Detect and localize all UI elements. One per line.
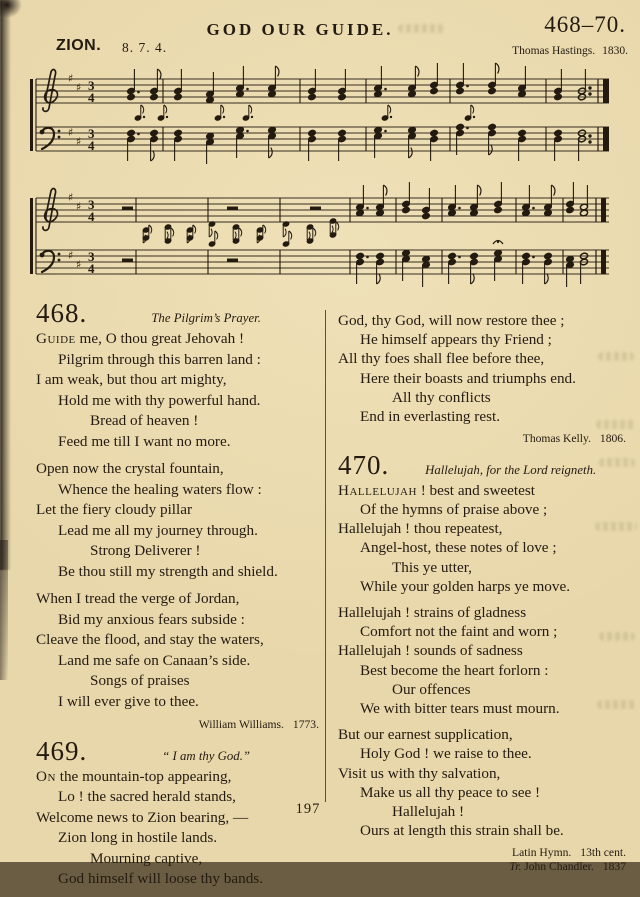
attribution-name: Thomas Kelly. bbox=[522, 432, 591, 446]
tune-name: ZION. bbox=[56, 37, 102, 54]
page-number: 197 bbox=[295, 801, 321, 817]
svg-text:4: 4 bbox=[88, 90, 95, 105]
attribution bbox=[36, 718, 325, 732]
hymn-caption: “ I am thy God.” bbox=[162, 748, 251, 763]
hymn-caption: Hallelujah, for the Lord reigneth. bbox=[425, 462, 597, 477]
hymn-heading bbox=[338, 449, 632, 480]
verse-line: Lo ! the sacred herald stands, bbox=[58, 788, 236, 805]
attribution-name: John Chandler. bbox=[524, 859, 594, 873]
verse-line: God himself will loose thy bands. bbox=[58, 870, 264, 887]
svg-text:♯: ♯ bbox=[76, 200, 82, 213]
svg-text:3: 3 bbox=[88, 78, 95, 93]
stanza bbox=[338, 311, 632, 426]
verse-line: God, thy God, will now restore thee ; bbox=[338, 312, 565, 329]
verse-line: Be thou still my strength and shield. bbox=[58, 562, 278, 580]
hymn-number: 470. bbox=[338, 449, 390, 480]
hymn-range: 468–70. bbox=[544, 12, 626, 37]
verse-line: Angel-host, these notes of love ; bbox=[360, 539, 557, 557]
verse-line: Hallelujah ! bbox=[392, 802, 465, 820]
attribution-year: 1773. bbox=[292, 718, 319, 731]
verse-line: End in everlasting rest. bbox=[360, 408, 501, 426]
verse-line: But our earnest supplication, bbox=[338, 726, 513, 744]
svg-text:3: 3 bbox=[88, 197, 95, 212]
attribution-line bbox=[36, 718, 319, 732]
verse-line: I will ever give to thee. bbox=[58, 692, 199, 710]
stanza bbox=[36, 767, 325, 890]
verse-line: Whence the healing waters flow : bbox=[58, 480, 262, 498]
verse-line: On the mountain-top appearing, bbox=[36, 767, 232, 785]
verse-line: Welcome news to Zion bearing, — bbox=[36, 808, 249, 826]
page-corner-shadow bbox=[0, 0, 22, 18]
verse-line: He himself appears thy Friend ; bbox=[360, 331, 552, 349]
verse-line: Our offences bbox=[392, 680, 471, 698]
page-edge-shadow bbox=[0, 0, 11, 570]
hymn-number: 468. bbox=[36, 298, 88, 328]
hymn-heading bbox=[36, 300, 325, 326]
small-caps-word: Guide bbox=[36, 330, 76, 347]
verse-line: Let the fiery cloudy pillar bbox=[36, 501, 193, 518]
verse-line: Hallelujah ! strains of gladness bbox=[338, 603, 527, 621]
svg-text:♯: ♯ bbox=[68, 249, 74, 262]
svg-text:♯: ♯ bbox=[76, 258, 82, 271]
music-system-2 bbox=[28, 183, 614, 297]
verse-line: I am weak, but thou art mighty, bbox=[36, 371, 227, 388]
attribution-prefix: Tr. bbox=[509, 859, 525, 873]
svg-text:♯: ♯ bbox=[68, 191, 74, 204]
verse-line: Hallelujah ! thou repeatest, bbox=[338, 520, 503, 538]
verse-line: Open now the crystal fountain, bbox=[36, 460, 224, 477]
music-system-1 bbox=[28, 62, 614, 176]
attribution bbox=[338, 846, 632, 873]
verse-line: Bid my anxious fears subside : bbox=[58, 610, 245, 628]
page-edge-shadow-fade bbox=[0, 540, 8, 680]
verse-line: Here their boasts and triumphs end. bbox=[360, 369, 576, 387]
verse-line: All thy foes shall flee before thee, bbox=[338, 350, 545, 368]
attribution-year: 1806. bbox=[599, 432, 626, 446]
tune-meter: 8. 7. 4. bbox=[122, 40, 168, 55]
verse-line: Make us all thy peace to see ! bbox=[360, 783, 541, 801]
composer-name: Thomas Hastings. bbox=[512, 45, 596, 57]
verse-line: Cleave the flood, and stay the waters, bbox=[36, 631, 264, 648]
stanza bbox=[36, 589, 325, 712]
attribution bbox=[338, 432, 632, 446]
verse-line: Of the hymns of praise above ; bbox=[360, 500, 548, 518]
verse-line: Feed me till I want no more. bbox=[58, 432, 231, 450]
attribution-name: William Williams. bbox=[198, 718, 284, 731]
verse-line: This ye utter, bbox=[392, 558, 472, 576]
verse-line: Ours at length this strain shall be. bbox=[360, 822, 564, 840]
svg-text:♯: ♯ bbox=[76, 81, 82, 94]
stanza bbox=[36, 459, 325, 582]
attribution-year: 13th cent. bbox=[580, 846, 626, 860]
stanza bbox=[338, 725, 632, 840]
verse-line: Best become the heart forlorn : bbox=[360, 661, 549, 679]
stanza bbox=[36, 329, 325, 452]
attribution-line bbox=[338, 860, 626, 874]
attribution-line bbox=[338, 432, 626, 446]
composer-year: 1830. bbox=[602, 45, 628, 57]
svg-text:4: 4 bbox=[88, 209, 95, 224]
hymn-caption: The Pilgrim’s Prayer. bbox=[151, 311, 261, 325]
svg-text:♯: ♯ bbox=[68, 72, 74, 85]
stanza bbox=[338, 603, 632, 718]
verse-line: Lead me all my journey through. bbox=[58, 521, 258, 539]
verse-line: Hold me with thy powerful hand. bbox=[58, 391, 261, 409]
verse-line: Holy God ! we raise to thee. bbox=[360, 745, 532, 763]
verse-line: We with bitter tears must mourn. bbox=[360, 699, 560, 717]
small-caps-word: Hallelujah bbox=[338, 481, 417, 499]
verse-line: When I tread the verge of Jordan, bbox=[36, 590, 240, 607]
verse-line: Hallelujah ! best and sweetest bbox=[338, 481, 535, 499]
verse-line: Bread of heaven ! bbox=[90, 412, 199, 429]
hymn-number: 469. bbox=[36, 735, 88, 766]
hymn-heading bbox=[36, 735, 325, 766]
verse-line: Visit us with thy salvation, bbox=[338, 764, 501, 782]
attribution-line bbox=[338, 846, 626, 860]
verse-line: Comfort not the faint and worn ; bbox=[360, 623, 558, 641]
stanza bbox=[338, 481, 632, 596]
verse-line: Hallelujah ! sounds of sadness bbox=[338, 642, 523, 660]
composer-credit bbox=[512, 45, 628, 57]
verse-line: Pilgrim through this barren land : bbox=[58, 350, 261, 368]
svg-text:4: 4 bbox=[88, 138, 95, 153]
svg-text:3: 3 bbox=[88, 249, 95, 264]
verse-line: Land me safe on Canaan’s side. bbox=[58, 651, 251, 669]
attribution-year: 1837 bbox=[602, 859, 626, 873]
svg-text:♯: ♯ bbox=[68, 126, 74, 139]
svg-text:4: 4 bbox=[88, 261, 95, 276]
svg-text:3: 3 bbox=[88, 126, 95, 141]
column-divider-rule bbox=[325, 310, 326, 802]
svg-text:♯: ♯ bbox=[76, 135, 82, 148]
verse-line: Strong Deliverer ! bbox=[90, 542, 201, 559]
verse-line: Guide me, O thou great Jehovah ! bbox=[36, 330, 245, 347]
running-title: GOD OUR GUIDE. bbox=[206, 20, 394, 39]
verse-line: Mourning captive, bbox=[90, 849, 203, 867]
verse-line: Songs of praises bbox=[90, 672, 190, 689]
verse-line: While your golden harps ye move. bbox=[360, 577, 571, 595]
attribution-name: Latin Hymn. bbox=[512, 846, 572, 860]
verse-line: Zion long in hostile lands. bbox=[58, 829, 218, 846]
verse-line: All thy conflicts bbox=[392, 388, 491, 406]
right-column bbox=[338, 311, 632, 879]
small-caps-word: On bbox=[36, 767, 56, 785]
